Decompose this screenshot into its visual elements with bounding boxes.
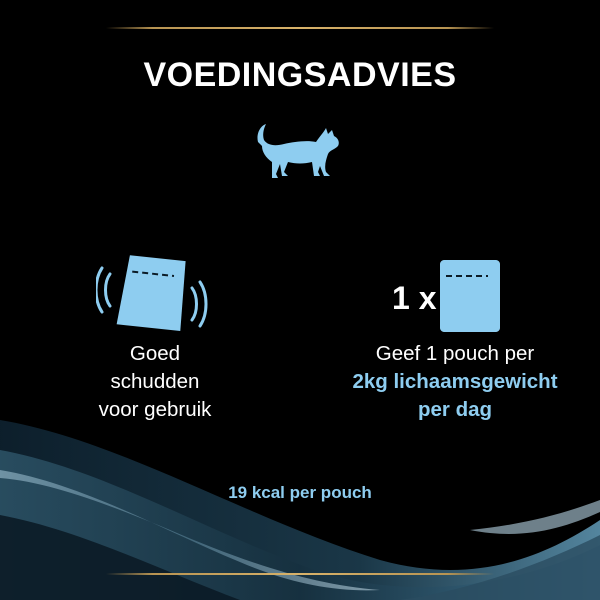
shaking-pouch-icon <box>96 252 212 338</box>
shake-instruction-line: schudden <box>110 370 200 393</box>
dosage-line-3: per dag <box>417 398 493 421</box>
shake-instruction-line: voor gebruik <box>98 398 212 421</box>
dosage-instruction <box>330 340 580 424</box>
dosage-line-2: 2kg lichaamsgewicht <box>352 370 558 393</box>
top-gold-divider <box>106 27 494 29</box>
cat-icon <box>254 122 346 180</box>
shake-instruction <box>60 340 250 424</box>
bottom-gold-divider <box>106 573 494 575</box>
pouch-quantity: 1 x <box>392 280 437 316</box>
shake-instruction-line: Goed <box>129 342 181 365</box>
page-title: VOEDINGSADVIES <box>143 56 457 94</box>
pouch-icon <box>440 260 500 332</box>
dosage-line-1: Geef 1 pouch per <box>375 342 535 365</box>
calorie-note: 19 kcal per pouch <box>228 483 372 502</box>
